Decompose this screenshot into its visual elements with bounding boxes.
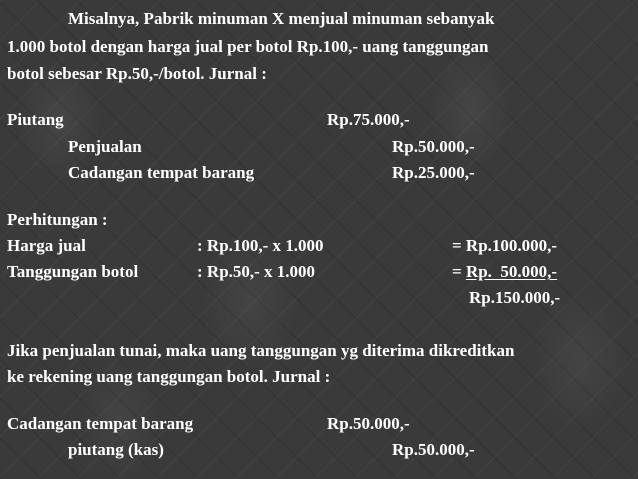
journal1-credit-penjualan: Rp.50.000,- (392, 137, 475, 156)
intro-line-3: botol sebesar Rp.50,-/botol. Jurnal : (7, 64, 267, 83)
calc-row1-label: Harga jual (7, 236, 86, 255)
journal1-credit-cadangan: Rp.25.000,- (392, 163, 475, 182)
calc-row2-label: Tanggungan botol (7, 262, 139, 281)
intro-line-2: 1.000 botol dengan harga jual per botol Rp.100,- uang tanggungan (7, 37, 489, 56)
intro-line-1: Misalnya, Pabrik minuman X menjual minuman sebanyak (68, 9, 495, 28)
calc-row2-formula: : Rp.50,- x 1.000 (197, 262, 316, 281)
calc-row1-result: = Rp.100.000,- (452, 236, 558, 255)
journal2-debit-amount: Rp.50.000,- (327, 414, 410, 433)
calc-row1-formula: : Rp.100,- x 1.000 (197, 236, 324, 255)
calc-row2-eq-sign: = (452, 262, 466, 281)
note-line-1: Jika penjualan tunai, maka uang tanggungan yg diterima dikreditkan (7, 341, 515, 360)
calc-total: Rp.150.000,- (469, 288, 561, 307)
journal2-account-cadangan: Cadangan tempat barang (7, 414, 194, 433)
calc-heading: Perhitungan : (7, 210, 108, 229)
calc-row2-result (452, 262, 557, 282)
note-line-2: ke rekening uang tanggungan botol. Jurnal : (7, 367, 331, 386)
journal1-debit-amount: Rp.75.000,- (327, 110, 410, 129)
journal1-account-cadangan: Cadangan tempat barang (68, 163, 255, 182)
calc-row2-eq-value: Rp. 50.000,- (465, 262, 558, 281)
journal1-account-penjualan: Penjualan (68, 137, 142, 156)
journal2-credit-amount: Rp.50.000,- (392, 440, 475, 459)
journal2-account-piutang: piutang (kas) (68, 440, 164, 459)
journal1-account-piutang: Piutang (7, 110, 64, 129)
